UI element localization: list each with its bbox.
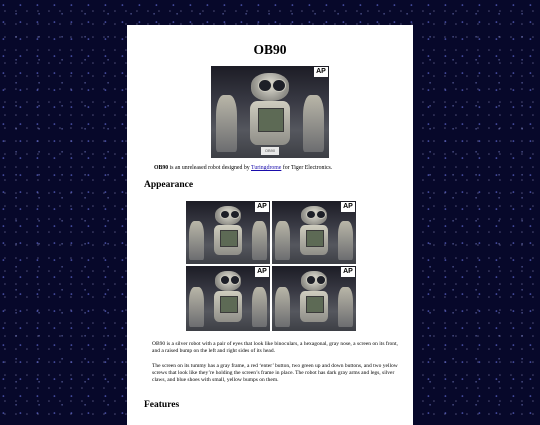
turingdrome-link[interactable]: Turingdrome <box>251 165 282 171</box>
main-robot-photo <box>211 66 329 158</box>
appearance-paragraph-1: OB90 is a silver robot with a pair of eyes that look like binoculars, a hexagonal, gray nose, a screen on its front, and a raised bump on the left and right sides of its head. <box>152 341 398 354</box>
page-title: OB90 <box>253 42 287 57</box>
gallery-photo-3 <box>186 266 270 331</box>
ap-watermark: AP <box>341 202 355 212</box>
ap-watermark: AP <box>255 202 269 212</box>
appearance-paragraph-2: The screen on its tummy has a gray frame, a red ‘enter’ button, two green up and down buttons, and two yellow screws that look like they’re holding the screen’s frame in place. The robot has dark gray arms and legs, silver claws, and blue shoes with small, yellow bumps on them. <box>152 363 398 383</box>
article-page <box>127 25 413 425</box>
ap-watermark: AP <box>255 267 269 277</box>
gallery-photo-2 <box>272 201 356 264</box>
gallery-photo-1 <box>186 201 270 264</box>
intro-text <box>154 164 406 172</box>
intro-after-link: for Tiger Electronics. <box>281 165 333 171</box>
intro-before-link: is an unreleased robot designed by <box>168 165 251 171</box>
ap-watermark: AP <box>314 67 328 77</box>
product-box: OB90 <box>261 147 280 155</box>
ap-watermark: AP <box>341 267 355 277</box>
gallery-photo-4 <box>272 266 356 331</box>
section-heading-features: Features <box>144 400 180 410</box>
intro-name: OB90 <box>154 165 169 171</box>
section-heading-appearance: Appearance <box>144 180 194 190</box>
